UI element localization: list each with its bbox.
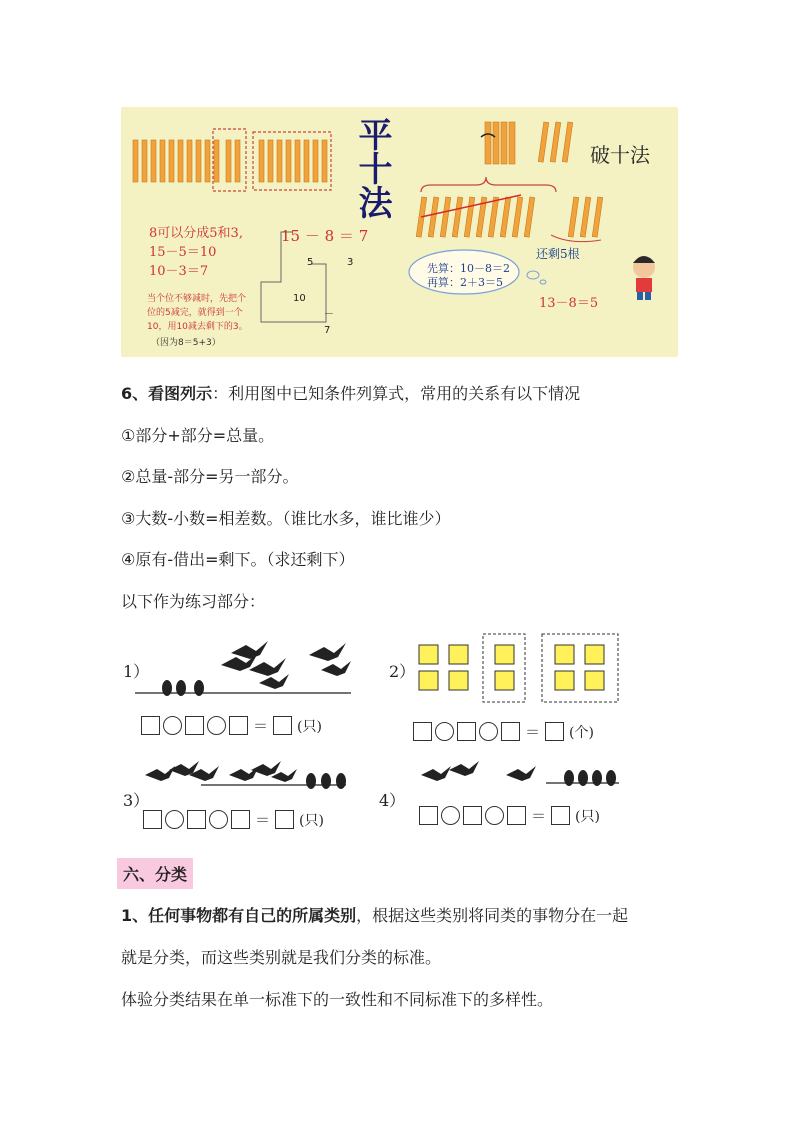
note-line-4: （因为8＝5+3） bbox=[151, 338, 221, 348]
operator-circle[interactable] bbox=[209, 810, 228, 829]
tree-num-5: 5 bbox=[307, 257, 314, 268]
classification-paragraph-1-line2: 就是分类，而这些类别就是我们分类的标准。 bbox=[121, 948, 442, 967]
side-title: 破十法 bbox=[590, 143, 650, 167]
operator-circle[interactable] bbox=[441, 806, 460, 825]
exercise-1-answer: ＝ (只) bbox=[141, 715, 322, 736]
practice-label: 以下作为练习部分： bbox=[121, 592, 266, 611]
answer-box[interactable] bbox=[185, 716, 204, 735]
result-box[interactable] bbox=[275, 810, 294, 829]
answer-box[interactable] bbox=[501, 722, 520, 741]
calc-step-1: 先算：10－8＝2 bbox=[427, 262, 510, 275]
exercise-2-label: 2） bbox=[389, 662, 416, 681]
note-line-1: 当个位不够减时，先把个 bbox=[147, 294, 247, 304]
exercise-3-answer: ＝ (只) bbox=[143, 809, 324, 830]
calc-step-2: 再算：2＋3＝5 bbox=[427, 276, 503, 289]
exercise-panel bbox=[121, 625, 661, 840]
answer-box[interactable] bbox=[419, 806, 438, 825]
answer-box[interactable] bbox=[231, 810, 250, 829]
note-line-2: 位的5减完，就得到一个 bbox=[147, 308, 243, 318]
explain-line-2: 15－5＝10 bbox=[149, 245, 217, 260]
result-equation: 13－8＝5 bbox=[539, 296, 599, 311]
tree-num-3: 3 bbox=[347, 257, 354, 268]
operator-circle[interactable] bbox=[479, 722, 498, 741]
section6-heading: 6、看图列示：利用图中已知条件列算式，常用的关系有以下情况 bbox=[121, 384, 581, 403]
relation-2: ②总量-部分=另一部分。 bbox=[121, 467, 299, 486]
operator-circle[interactable] bbox=[207, 716, 226, 735]
child-figure bbox=[633, 256, 655, 300]
tree-num-7: 7 bbox=[324, 325, 331, 336]
answer-box[interactable] bbox=[457, 722, 476, 741]
operator-circle[interactable] bbox=[485, 806, 504, 825]
remaining-label: 还剩5根 bbox=[536, 247, 580, 261]
operator-circle[interactable] bbox=[165, 810, 184, 829]
tree-minus: － bbox=[324, 309, 334, 320]
equation: 15 － 8 ＝ 7 bbox=[281, 227, 369, 245]
relation-4: ④原有-借出=剩下。（求还剩下） bbox=[121, 550, 355, 569]
relation-1: ①部分+部分=总量。 bbox=[121, 426, 275, 445]
exercise-2-answer: ＝ (个) bbox=[413, 721, 594, 742]
answer-box[interactable] bbox=[141, 716, 160, 735]
exercise-1-label: 1） bbox=[123, 662, 150, 681]
classification-paragraph-1: 1、任何事物都有自己的所属类别，根据这些类别将同类的事物分在一起 bbox=[121, 906, 629, 925]
answer-box[interactable] bbox=[143, 810, 162, 829]
explain-line-3: 10－3＝7 bbox=[149, 264, 209, 279]
answer-box[interactable] bbox=[507, 806, 526, 825]
operator-circle[interactable] bbox=[435, 722, 454, 741]
relation-3: ③大数-小数=相差数。（谁比水多，谁比谁少） bbox=[121, 509, 451, 528]
explain-line-1: 8可以分成5和3, bbox=[149, 226, 243, 241]
result-box[interactable] bbox=[273, 716, 292, 735]
result-box[interactable] bbox=[551, 806, 570, 825]
exercise-3-label: 3） bbox=[123, 791, 150, 810]
answer-box[interactable] bbox=[187, 810, 206, 829]
method-illustration bbox=[121, 107, 678, 357]
section-title-classification: 六、分类 bbox=[117, 858, 193, 889]
answer-box[interactable] bbox=[413, 722, 432, 741]
exercise-4-answer: ＝ (只) bbox=[419, 805, 600, 826]
answer-box[interactable] bbox=[229, 716, 248, 735]
tree-num-10: 10 bbox=[293, 293, 306, 304]
exercise-4-label: 4） bbox=[379, 791, 406, 810]
note-line-3: 10，用10减去剩下的3。 bbox=[147, 322, 248, 332]
answer-box[interactable] bbox=[463, 806, 482, 825]
figure-title: 平十法 bbox=[352, 117, 392, 219]
classification-paragraph-2: 体验分类结果在单一标准下的一致性和不同标准下的多样性。 bbox=[121, 990, 554, 1009]
result-box[interactable] bbox=[545, 722, 564, 741]
operator-circle[interactable] bbox=[163, 716, 182, 735]
